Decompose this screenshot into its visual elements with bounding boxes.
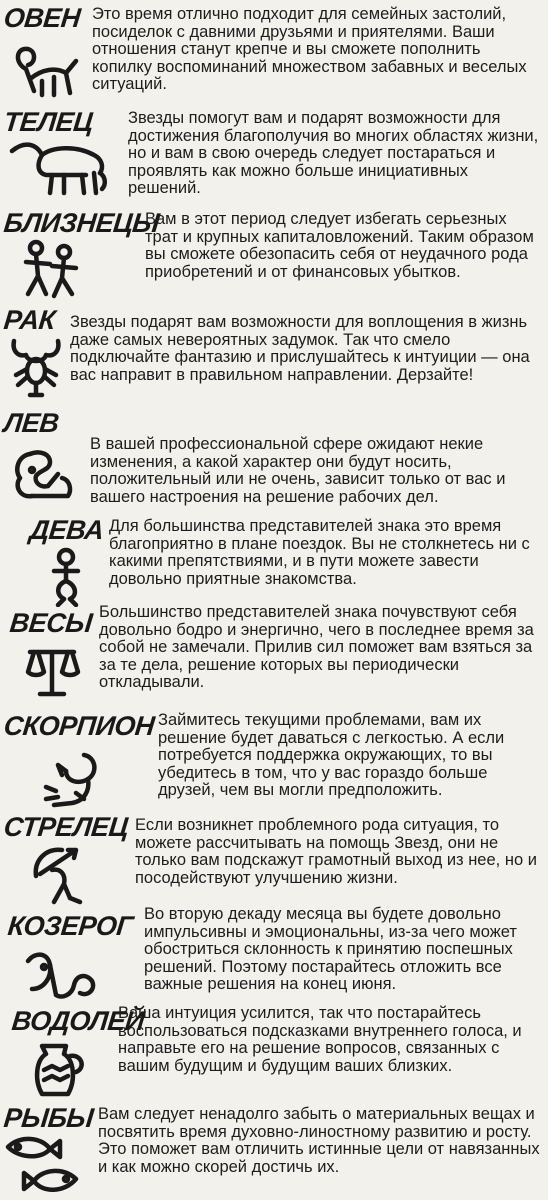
sign-title-sagittarius: СТРЕЛЕЦ <box>2 812 130 842</box>
sign-title-virgo: ДЕВА <box>28 515 106 545</box>
sign-block-pisces <box>0 1103 548 1200</box>
sign-title-aries: ОВЕН <box>2 3 82 33</box>
sign-block-capricorn <box>0 905 548 1006</box>
capricorn-icon <box>22 949 102 1005</box>
sign-text-pisces: Вам следует ненадолго забыть о материальных вещах и посвятить время духовно-линостному развитию и росту. Это поможет вам отличить истинные цели от навязанных и как можно скорей достичь их. <box>98 1105 540 1176</box>
sign-title-capricorn: КОЗЕРОГ <box>6 911 135 941</box>
sign-block-taurus <box>0 107 548 205</box>
sign-title-libra: ВЕСЫ <box>8 608 94 638</box>
sign-text-scorpio: Займитесь текущими проблемами, вам их решение будет даваться с легкостью. А если потребуется поддержка окружающих, то вы убедитесь в том, что у вас гораздо больше друзей, чем вы могли предположить. <box>158 711 505 800</box>
sign-text-gemini: Вам в этот период следует избегать серьезных трат и крупных капиталовложений. Таким образом вы сможете обезопасить себя от неудачного рода приобретений и от финансовых убытков. <box>145 210 534 281</box>
sign-title-scorpio: СКОРПИОН <box>2 711 156 741</box>
sign-title-cancer: РАК <box>2 305 57 335</box>
gemini-icon <box>20 238 84 300</box>
leo-icon <box>10 446 76 506</box>
libra-icon <box>24 642 82 700</box>
sign-text-libra: Большинство представителей знака почувствуют себя довольно бодро и энергично, чего в последнее время за собой не замечали. Прилив сил поможет вам взяться за за те дела, решение которых вы периодически откладывали. <box>99 603 534 692</box>
aquarius-icon <box>28 1040 90 1102</box>
sign-text-cancer: Звезды подарят вам возможности для воплощения в жизнь даже самых невероятных задумок. Так что смело подключайте фантазию и прислушайтесь к интуиции — она вас направит в правильном направлении. Дерзайте! <box>70 313 530 384</box>
sign-title-aquarius: ВОДОЛЕЙ <box>10 1006 146 1036</box>
sign-text-aries: Это время отлично подходит для семейных застолий, посиделок с давними друзьями и приятелями. Ваши отношения станут крепче и вы сможете пополнить копилку воспоминаний множеством забавных и веселых ситуаций. <box>92 5 527 94</box>
virgo-icon <box>44 547 92 607</box>
sign-title-taurus: ТЕЛЕЦ <box>2 107 95 137</box>
sign-block-sagittarius <box>0 812 548 904</box>
sign-title-leo: ЛЕВ <box>2 408 61 438</box>
scorpio-icon <box>36 747 106 811</box>
sign-text-capricorn: Во вторую декаду месяца вы будете довольно импульсивны и эмоциональны, из-за чего может обостриться склонность к принятию поспешных решений. Поэтому постарайтесь отложить все важные решения на конец июня. <box>144 905 517 994</box>
sign-block-gemini <box>0 208 548 304</box>
taurus-icon <box>6 133 110 197</box>
sign-text-aquarius: Ваша интуиция усилится, так что постарайтесь воспользоваться подсказками внутреннего голоса, и направьте его на решение вопросов, связанных с вашим будущим и будущим ваших близких. <box>118 1004 522 1075</box>
sign-title-pisces: РЫБЫ <box>2 1103 95 1133</box>
sign-title-gemini: БЛИЗНЕЦЫ <box>2 208 161 238</box>
pisces-icon <box>2 1133 82 1197</box>
aries-icon <box>6 39 84 101</box>
cancer-icon <box>8 335 64 399</box>
sign-text-leo: В вашей профессиональной сфере ожидают некие изменения, а какой характер они будут носить, положительный или не очень, зависит только от вас и вашего настроения на решение рабочих дел. <box>90 435 506 506</box>
sagittarius-icon <box>30 844 88 906</box>
sign-text-taurus: Звезды помогут вам и подарят возможности для достижения благополучия во многих областях жизни, но и вам в свою очередь следует постараться и проявлять как можно больше инициативных решений. <box>128 109 539 198</box>
sign-text-virgo: Для большинства представителей знака это время благоприятно в плане поездок. Вы не столкнетесь ни с какими препятствиями, и в пути можете завести довольно приятные знакомства. <box>109 517 530 588</box>
sign-block-aquarius <box>0 1006 548 1104</box>
sign-block-leo <box>0 408 548 516</box>
sign-block-cancer <box>0 305 548 405</box>
sign-text-sagittarius: Если возникнет проблемного рода ситуация, то можете рассчитывать на помощь Звезд, они не только вам подскажут грамотный выход из нее, но и посодействуют улучшению жизни. <box>135 816 537 887</box>
sign-block-scorpio <box>0 711 548 811</box>
sign-block-libra <box>0 603 548 706</box>
sign-block-virgo <box>0 515 548 607</box>
sign-block-aries <box>0 3 548 106</box>
